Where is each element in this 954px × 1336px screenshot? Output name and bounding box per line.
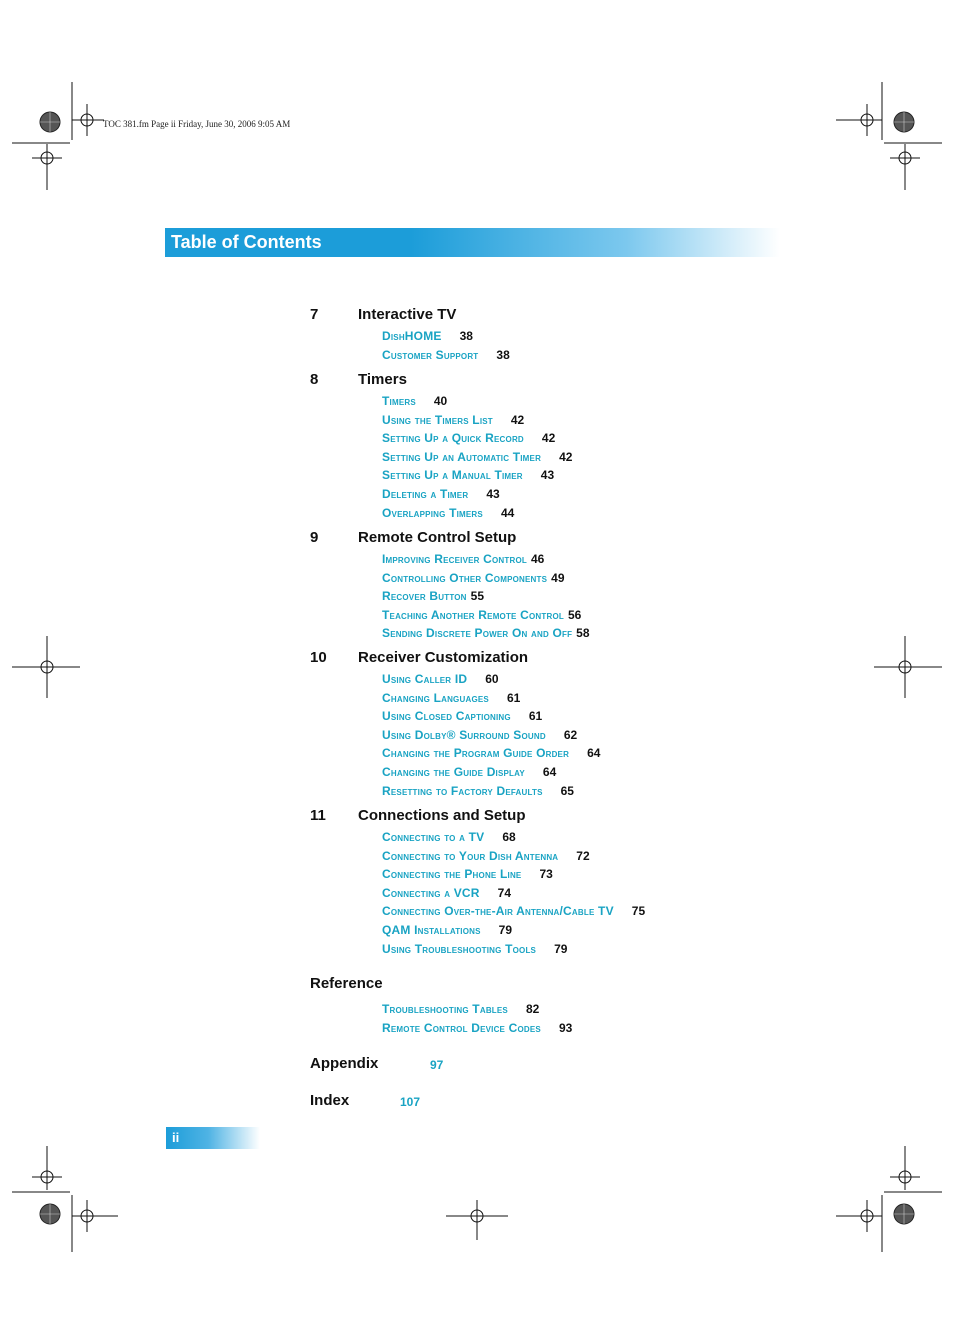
chapter-title: Timers: [358, 371, 407, 388]
toc-entry-page: 38: [459, 329, 473, 343]
reference-heading: Reference: [310, 975, 383, 992]
toc-entry-title[interactable]: Resetting to Factory Defaults: [382, 783, 543, 798]
toc-entry-title[interactable]: Sending Discrete Power On and Off: [382, 626, 573, 641]
toc-entry[interactable]: [382, 431, 555, 445]
toc-entry-title[interactable]: Connecting to a TV: [382, 830, 485, 844]
toc-entry-page: 60: [485, 672, 499, 686]
page-number-tab: [166, 1127, 260, 1149]
toc-entry-page: 58: [576, 626, 590, 641]
toc-entry-title[interactable]: Improving Receiver Control: [382, 552, 527, 566]
toc-entry-page: 65: [560, 783, 574, 798]
toc-entry-page: 49: [551, 570, 565, 585]
toc-entry[interactable]: [382, 506, 514, 520]
toc-banner: [165, 228, 780, 257]
toc-entry[interactable]: [382, 413, 524, 427]
chapter-number: 11: [310, 807, 326, 824]
toc-entry-title[interactable]: Recover Button: [382, 589, 467, 604]
toc-entry[interactable]: [382, 886, 511, 900]
toc-entry-title[interactable]: Overlapping Timers: [382, 505, 483, 520]
toc-entry-page: 72: [576, 848, 590, 863]
toc-entry-page: 61: [528, 709, 543, 724]
toc-entry-page: 64: [587, 746, 601, 761]
toc-entry-page: 82: [525, 1002, 540, 1016]
appendix-heading: Appendix: [310, 1055, 379, 1072]
toc-entry[interactable]: [382, 552, 544, 566]
toc-entry[interactable]: [382, 691, 520, 705]
toc-entry-title[interactable]: Connecting the Phone Line: [382, 867, 522, 882]
toc-entry-title[interactable]: Troubleshooting Tables: [382, 1002, 508, 1016]
toc-entry-page: 42: [510, 412, 525, 427]
toc-entry-page: 46: [531, 552, 545, 566]
toc-entry[interactable]: [382, 450, 572, 464]
toc-entry[interactable]: [382, 608, 581, 622]
appendix-page-link[interactable]: 97: [430, 1058, 444, 1072]
toc-entry[interactable]: [382, 626, 590, 640]
chapter-title: Interactive TV: [358, 306, 457, 323]
index-page-link[interactable]: 107: [400, 1095, 421, 1109]
toc-entry-page: 43: [540, 468, 555, 483]
toc-entry-title[interactable]: Setting Up a Manual Timer: [382, 468, 523, 483]
toc-entry-title[interactable]: Controlling Other Components: [382, 570, 548, 585]
toc-entry-title[interactable]: Changing the Guide Display: [382, 765, 525, 779]
toc-entry[interactable]: [382, 487, 500, 501]
toc-entry[interactable]: [382, 329, 473, 343]
toc-entry-title[interactable]: Using Dolby® Surround Sound: [382, 727, 546, 742]
toc-entry[interactable]: [382, 784, 574, 798]
toc-entry-title[interactable]: Setting Up a Quick Record: [382, 431, 524, 446]
toc-entry[interactable]: [382, 589, 484, 603]
chapter-number: 7: [310, 306, 319, 323]
chapter-number: 9: [310, 529, 319, 546]
page-number: ii: [172, 1130, 180, 1145]
toc-entry[interactable]: [382, 728, 577, 742]
chapter-number: 8: [310, 371, 319, 388]
toc-entry-page: 40: [433, 394, 448, 408]
chapter-title: Remote Control Setup: [358, 529, 517, 546]
toc-entry[interactable]: [382, 765, 556, 779]
toc-entry-page: 38: [496, 347, 510, 362]
toc-entry-page: 93: [558, 1021, 573, 1035]
toc-entry-title[interactable]: Connecting to Your Dish Antenna: [382, 848, 559, 863]
toc-entry-title[interactable]: Changing the Program Guide Order: [382, 746, 570, 761]
toc-entry-title[interactable]: Using the Timers List: [382, 412, 493, 427]
toc-entry-page: 79: [498, 923, 513, 937]
toc-entry-page: 42: [541, 431, 556, 446]
chapter-number: 10: [310, 649, 327, 666]
toc-entry[interactable]: [382, 746, 600, 760]
toc-entry-page: 55: [470, 589, 485, 604]
toc-entry-page: 61: [506, 690, 521, 705]
toc-entry[interactable]: [382, 709, 542, 723]
toc-entry-page: 68: [502, 830, 516, 844]
toc-entry[interactable]: [382, 672, 499, 686]
chapter-title: Receiver Customization: [358, 649, 529, 666]
toc-entry-page: 79: [554, 941, 568, 956]
toc-entry-page: 42: [559, 449, 573, 464]
toc-entry-title[interactable]: Using Troubleshooting Tools: [382, 941, 537, 956]
print-header-info: TOC 381.fm Page ii Friday, June 30, 2006 9:05 AM: [103, 119, 291, 129]
toc-entry[interactable]: [382, 849, 590, 863]
toc-entry[interactable]: [382, 1002, 539, 1016]
toc-entry-title[interactable]: Deleting a Timer: [382, 487, 469, 501]
toc-entry-page: 75: [631, 904, 646, 919]
toc-entry[interactable]: [382, 348, 510, 362]
toc-entry-page: 62: [563, 727, 578, 742]
toc-entry-page: 43: [486, 487, 500, 501]
toc-entry-title[interactable]: Timers: [382, 394, 416, 408]
toc-entry-page: 56: [567, 607, 582, 622]
toc-entry-title[interactable]: Using Closed Captioning: [382, 709, 511, 724]
toc-entry-title[interactable]: Customer Support: [382, 347, 479, 362]
toc-entry-page: 73: [539, 867, 553, 882]
toc-entry[interactable]: [382, 571, 565, 585]
index-heading: Index: [310, 1092, 350, 1109]
toc-entry-title[interactable]: Using Caller ID: [382, 672, 468, 686]
toc-entry-page: 64: [542, 765, 557, 779]
toc-entry-title[interactable]: Setting Up an Automatic Timer: [382, 449, 542, 464]
toc-entry-title[interactable]: Changing Languages: [382, 690, 489, 705]
toc-entry[interactable]: [382, 468, 554, 482]
page-title: Table of Contents: [171, 232, 322, 252]
toc-entry[interactable]: [382, 942, 567, 956]
toc-entry[interactable]: [382, 394, 447, 408]
toc-entry-title[interactable]: Connecting a VCR: [382, 885, 480, 900]
toc-entry-page: 44: [500, 505, 515, 520]
toc-entry-page: 74: [497, 885, 512, 900]
toc-entry-title[interactable]: Remote Control Device Codes: [382, 1021, 541, 1035]
toc-entry[interactable]: [382, 1021, 572, 1035]
toc-entry[interactable]: [382, 830, 516, 844]
toc-entry-title[interactable]: Connecting Over-the-Air Antenna/Cable TV: [382, 904, 614, 919]
toc-entry-title[interactable]: DishHOME: [382, 329, 442, 343]
toc-entry-title[interactable]: QAM Installations: [382, 923, 481, 937]
toc-entry[interactable]: [382, 867, 553, 881]
toc-entry[interactable]: [382, 904, 645, 918]
toc-entry-title[interactable]: Teaching Another Remote Control: [382, 607, 564, 622]
toc-entry[interactable]: [382, 923, 512, 937]
chapter-title: Connections and Setup: [358, 807, 526, 824]
